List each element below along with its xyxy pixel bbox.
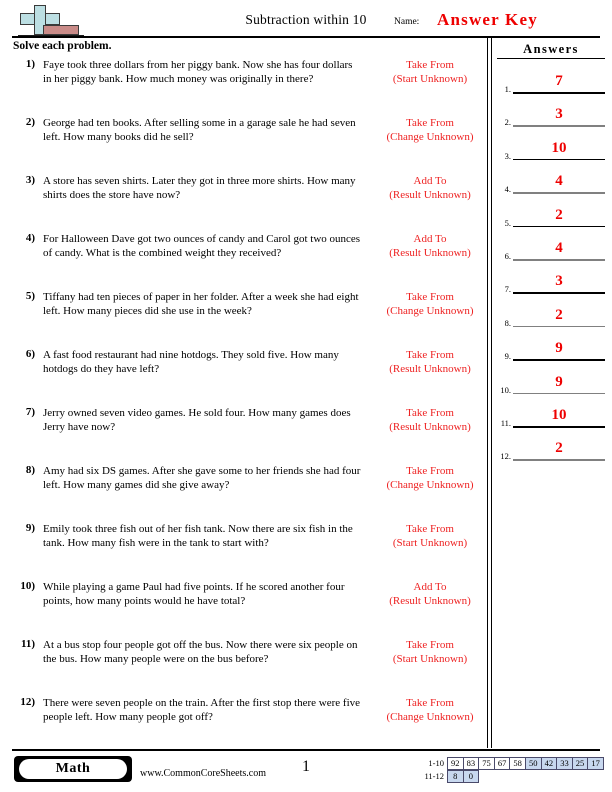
problem-category — [371, 406, 489, 434]
answer-blank[interactable] — [513, 439, 605, 460]
problem-category-unknown: (Result Unknown) — [389, 363, 471, 376]
answer-underline — [513, 426, 605, 428]
answer-row — [494, 306, 608, 339]
grading-score-cell: 92 — [447, 757, 464, 770]
problem-number: 3) — [25, 174, 35, 186]
answer-value: 10 — [551, 139, 567, 156]
problem-category-type: Take From — [406, 523, 454, 535]
answer-row — [494, 406, 608, 439]
problem-category-type: Take From — [406, 291, 454, 303]
grading-score-cell: 58 — [509, 757, 526, 770]
problem-category-unknown: (Result Unknown) — [389, 189, 471, 202]
grading-score-cell: 67 — [494, 757, 511, 770]
problem-category-type: Take From — [406, 465, 454, 477]
column-divider-inner — [491, 38, 492, 748]
answer-underline — [513, 326, 605, 328]
answer-row — [494, 239, 608, 272]
answer-underline — [513, 192, 605, 194]
grading-empty-cell — [556, 770, 573, 783]
answer-underline — [513, 125, 605, 127]
problem-category-unknown: (Start Unknown) — [392, 653, 468, 666]
answer-underline — [513, 459, 605, 461]
problem-category — [371, 638, 489, 666]
problem-number: 12) — [20, 696, 35, 708]
problem-category — [371, 290, 489, 318]
grading-score-cell: 75 — [478, 757, 495, 770]
answer-value: 4 — [555, 239, 563, 256]
answer-underline — [513, 359, 605, 361]
problem-number: 6) — [25, 348, 35, 360]
name-label: Name: — [394, 17, 420, 27]
answer-row — [494, 272, 608, 305]
answer-value: 4 — [555, 173, 563, 190]
answer-blank[interactable] — [513, 272, 605, 293]
problem-category-type: Take From — [406, 117, 454, 129]
problem-category-type: Add To — [413, 175, 447, 187]
grading-score-cell: 33 — [556, 757, 573, 770]
grading-empty-cell — [494, 770, 511, 783]
grading-empty-cell — [525, 770, 542, 783]
instruction-text: Solve each problem. — [13, 40, 112, 52]
grading-range-label: 11-12 — [424, 771, 444, 781]
answer-row — [494, 105, 608, 138]
problem-category-unknown: (Start Unknown) — [392, 537, 468, 550]
answer-row-number: 2. — [504, 117, 511, 128]
grading-empty-cell — [572, 770, 589, 783]
footer-divider-rule — [12, 749, 600, 751]
grading-scale-table — [418, 757, 604, 783]
problem-category-unknown: (Change Unknown) — [386, 131, 474, 144]
answer-row — [494, 339, 608, 372]
answer-row-number: 3. — [504, 150, 511, 161]
grading-row-secondary — [418, 770, 604, 783]
problem-category — [371, 116, 489, 144]
problem-category-unknown: (Result Unknown) — [389, 595, 471, 608]
problem-text: A fast food restaurant had nine hotdogs. They sold five. How many hotdogs do they have left? — [43, 349, 339, 376]
problem-text: Faye took three dollars from her piggy bank. Now she has four dollars in her piggy bank. How much money was originally in there? — [43, 59, 353, 86]
site-url: www.CommonCoreSheets.com — [140, 768, 267, 779]
grading-score-cell: 42 — [541, 757, 558, 770]
answer-blank[interactable] — [513, 206, 605, 227]
problem-text: George had ten books. After selling some in a garage sale he had seven left. How many books did he sell? — [43, 117, 356, 144]
problem-number: 5) — [25, 290, 35, 302]
answer-value: 2 — [555, 440, 563, 457]
answer-blank[interactable] — [513, 72, 605, 93]
answer-value: 3 — [555, 106, 563, 123]
problem-text: Tiffany had ten pieces of paper in her folder. After a week she had eight left. How many pieces did she use in the week? — [43, 291, 359, 318]
problem-category-unknown: (Result Unknown) — [389, 421, 471, 434]
grading-score-cell: 0 — [463, 770, 480, 783]
problem-number: 9) — [25, 522, 35, 534]
problem-text: At a bus stop four people got off the bus. Now there were six people on the bus. How many people were on the bus before? — [43, 639, 358, 666]
grading-range-label: 1-10 — [428, 758, 444, 768]
problem-category — [371, 232, 489, 260]
problem-category — [371, 58, 489, 86]
answer-row — [494, 439, 608, 472]
grading-empty-cell — [587, 770, 604, 783]
problem-number: 1) — [25, 58, 35, 70]
answer-row-number: 12. — [500, 451, 511, 462]
problem-text: Jerry owned seven video games. He sold four. How many games does Jerry have now? — [43, 407, 351, 434]
problem-category-type: Take From — [406, 639, 454, 651]
problem-category-unknown: (Change Unknown) — [386, 305, 474, 318]
answer-row-number: 1. — [504, 84, 511, 94]
grading-empty-cell — [478, 770, 495, 783]
grading-score-cell: 83 — [463, 757, 480, 770]
grading-score-cell: 25 — [572, 757, 589, 770]
answer-value: 2 — [555, 306, 563, 323]
grading-score-cell: 17 — [587, 757, 604, 770]
answer-row-number: 9. — [504, 351, 511, 362]
answer-blank[interactable] — [513, 373, 605, 394]
answer-value: 9 — [555, 340, 563, 357]
grading-score-cell: 50 — [525, 757, 542, 770]
answer-row-number: 8. — [504, 317, 511, 328]
problem-text: There were seven people on the train. After the first stop there were five people left. How many people got off? — [43, 697, 361, 724]
problem-category — [371, 522, 489, 550]
answer-key-list — [494, 72, 608, 473]
problem-number: 7) — [25, 406, 35, 418]
answer-blank[interactable] — [513, 339, 605, 360]
problem-category-unknown: (Change Unknown) — [386, 479, 474, 492]
problem-number: 4) — [25, 232, 35, 244]
problem-category — [371, 464, 489, 492]
problem-text: For Halloween Dave got two ounces of candy and Carol got two ounces of candy. What is the combined weight they received? — [43, 233, 361, 260]
answer-row — [494, 206, 608, 239]
problem-category-type: Take From — [406, 697, 454, 709]
problem-category-unknown: (Start Unknown) — [392, 73, 468, 86]
problem-category-type: Add To — [413, 233, 447, 245]
answer-underline — [513, 259, 605, 261]
problem-number: 11) — [20, 638, 35, 650]
header-divider-rule — [12, 36, 600, 38]
answer-row-number: 7. — [504, 284, 511, 295]
subject-badge-label: Math — [19, 759, 127, 779]
problem-category — [371, 174, 489, 202]
problem-category-type: Take From — [406, 407, 454, 419]
answer-underline — [513, 393, 605, 395]
page-header — [0, 0, 612, 38]
problem-category — [371, 696, 489, 724]
problem-number: 8) — [25, 464, 35, 476]
problem-text: While playing a game Paul had five points. If he scored another four points, how many points would he have total? — [43, 581, 345, 608]
answer-blank[interactable] — [513, 239, 605, 260]
answer-key-stamp: Answer Key — [437, 10, 538, 29]
page-number: 1 — [302, 758, 310, 775]
problem-text: Emily took three fish out of her fish tank. Now there are six fish in the tank. How many fish were in the tank to start with? — [43, 523, 353, 550]
answer-row-number: 11. — [500, 417, 511, 428]
answer-row-number: 10. — [500, 384, 511, 395]
problem-category-unknown: (Result Unknown) — [389, 247, 471, 260]
problem-category-type: Take From — [406, 59, 454, 71]
grading-empty-cell — [509, 770, 526, 783]
problem-category — [371, 348, 489, 376]
answer-value: 10 — [551, 406, 567, 423]
problem-category-unknown: (Change Unknown) — [386, 711, 474, 724]
answer-value: 3 — [555, 273, 563, 290]
answer-row — [494, 373, 608, 406]
answer-row-number: 5. — [504, 217, 511, 228]
answers-heading: Answers — [497, 42, 605, 59]
problem-category-type: Add To — [413, 581, 447, 593]
answer-value: 9 — [555, 373, 563, 390]
answer-blank[interactable] — [513, 306, 605, 327]
grading-empty-cell — [541, 770, 558, 783]
answer-row — [494, 139, 608, 172]
answer-row-number: 4. — [504, 184, 511, 195]
answer-underline — [513, 292, 605, 294]
grading-score-cell: 8 — [447, 770, 464, 783]
problem-category-type: Take From — [406, 349, 454, 361]
problem-number: 10) — [20, 580, 35, 592]
answer-value: 7 — [555, 73, 563, 89]
answer-underline — [513, 92, 605, 94]
answer-blank[interactable] — [513, 172, 605, 193]
answer-row-number: 6. — [504, 250, 511, 261]
answer-underline — [513, 226, 605, 228]
problem-text: Amy had six DS games. After she gave some to her friends she had four left. How many games did she give away? — [43, 465, 361, 492]
worksheet-title: Subtraction within 10 — [245, 12, 367, 27]
answer-underline — [513, 159, 605, 161]
answer-blank[interactable] — [513, 139, 605, 160]
problem-text: A store has seven shirts. Later they got in three more shirts. How many shirts does the store have now? — [43, 175, 356, 202]
answer-blank[interactable] — [513, 105, 605, 126]
answer-value: 2 — [555, 206, 563, 223]
answer-row — [494, 172, 608, 205]
answer-row — [494, 72, 608, 105]
grading-row-primary — [418, 757, 604, 770]
answer-blank[interactable] — [513, 406, 605, 427]
problem-number: 2) — [25, 116, 35, 128]
problem-category — [371, 580, 489, 608]
